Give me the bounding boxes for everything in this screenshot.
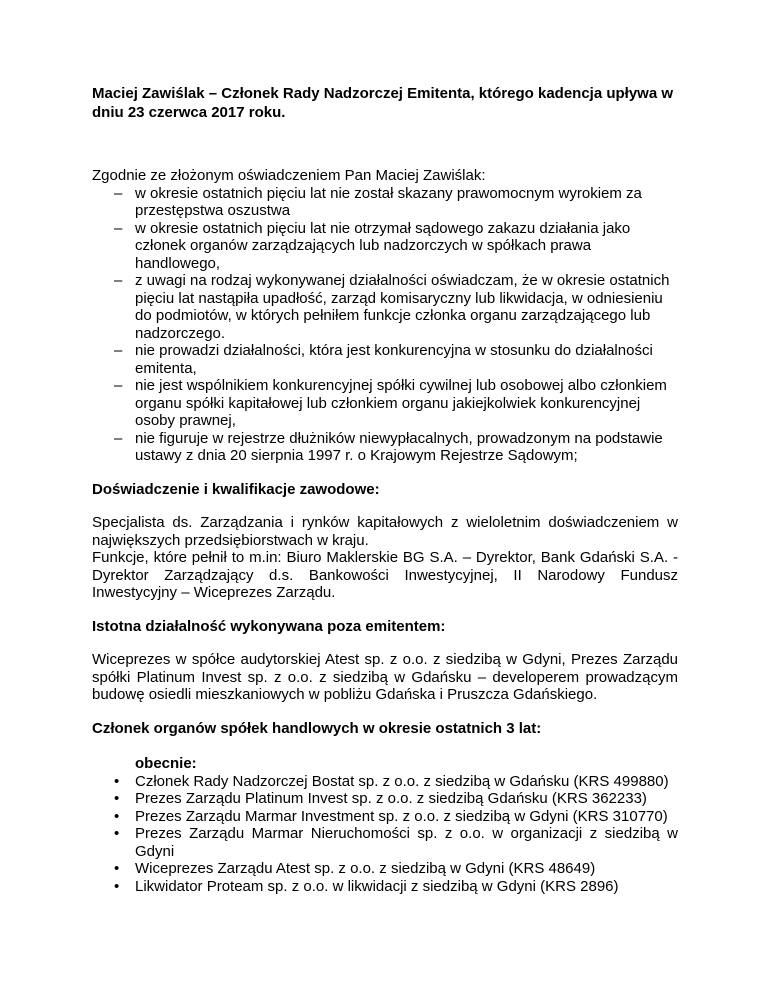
bullet-marker: • [114,790,120,807]
declaration-text: nie jest wspólnikiem konkurencyjnej spółki cywilnej lub osobowej albo członkiem organu spółki kapitałowej lub członkiem organu jakiejkolwiek konkurencyjnej osoby prawnej, [135,377,667,429]
dash-marker: – [114,219,123,237]
declaration-text: w okresie ostatnich pięciu lat nie został skazany prawomocnym wyrokiem za przestępstwa oszustwa [135,184,642,219]
member-text: Wiceprezes Zarządu Atest sp. z o.o. z siedzibą w Gdyni (KRS 48649) [135,860,596,877]
dash-marker: – [114,272,123,289]
declarations-list [92,185,678,465]
member-text: Prezes Zarządu Marmar Nieruchomości sp. z o.o. w organizacji z siedzibą w Gdyni [135,825,678,860]
members-subheading: obecnie: [135,755,197,772]
list-item [92,220,678,273]
list-item [92,790,678,808]
list-item [92,272,678,342]
experience-body [92,514,678,602]
members-list [92,773,678,896]
member-text: Prezes Zarządu Platinum Invest sp. z o.o. z siedzibą Gdańsku (KRS 362233) [135,790,647,807]
experience-heading: Doświadczenie i kwalifikacje zawodowe: [92,480,380,498]
activity-heading: Istotna działalność wykonywana poza emitentem: [92,617,446,635]
member-text: Członek Rady Nadzorczej Bostat sp. z o.o. z siedzibą w Gdańsku (KRS 499880) [135,772,669,790]
bullet-marker: • [114,772,120,790]
list-item [92,878,678,896]
declaration-text: z uwagi na rodzaj wykonywanej działalności oświadczam, że w okresie ostatnich pięciu lat nastąpiła upadłość, zarząd komisaryczny lub likwidacja, w odniesieniu do podmiotów, w których pełniłem funkcje członka organu zarządzającego lub nadzorczego. [135,272,670,342]
activity-body: Wiceprezes w spółce audytorskiej Atest sp. z o.o. z siedzibą w Gdyni, Prezes Zarządu spółki Platinum Invest sp. z o.o. z siedzibą w Gdańsku – developerem prowadzącym budowę osiedli mieszkaniowych w pobliżu Gdańska i Pruszcza Gdańskiego. [92,651,678,703]
list-item [92,430,678,465]
dash-marker: – [114,342,123,359]
list-item [92,860,678,878]
members-heading: Członek organów spółek handlowych w okresie ostatnich 3 lat: [92,719,542,737]
experience-text: Specjalista ds. Zarządzania i rynków kapitałowych z wieloletnim doświadczeniem w największych przedsiębiorstwach w kraju. [92,514,678,549]
bullet-marker: • [114,807,120,825]
declaration-text: nie prowadzi działalności, która jest konkurencyjna w stosunku do działalności emitenta, [135,342,653,377]
document-title: Maciej Zawiślak – Członek Rady Nadzorczej Emitenta, którego kadencja upływa w dniu 23 czerwca 2017 roku. [92,85,674,121]
list-item [92,825,678,860]
dash-marker: – [114,429,123,447]
member-text: Prezes Zarządu Marmar Investment sp. z o.o. z siedzibą w Gdyni (KRS 310770) [135,807,668,825]
dash-marker: – [114,377,123,394]
dash-marker: – [114,184,123,202]
intro-text: Zgodnie ze złożonym oświadczeniem Pan Maciej Zawiślak: [92,167,486,184]
document-page [92,84,678,895]
member-text: Likwidator Proteam sp. z o.o. w likwidacji z siedzibą w Gdyni (KRS 2896) [135,877,619,895]
list-item [92,342,678,377]
list-item [92,773,678,791]
list-item [92,377,678,430]
list-item [92,185,678,220]
bullet-marker: • [114,877,120,895]
experience-functions-text: Funkcje, które pełnił to m.in: Biuro Maklerskie BG S.A. – Dyrektor, Bank Gdański S.A. - Dyrektor Zarządzający d.s. Bankowości Inwestycyjnej, II Narodowy Fundusz Inwestycyjny – Wiceprezes Zarządu. [92,549,678,601]
list-item [92,808,678,826]
bullet-marker: • [114,825,120,842]
declaration-text: nie figuruje w rejestrze dłużników niewypłacalnych, prowadzonym na podstawie ustawy z dnia 20 sierpnia 1997 r. o Krajowym Rejestrze Sądowym; [135,429,663,464]
bullet-marker: • [114,860,120,877]
declaration-text: w okresie ostatnich pięciu lat nie otrzymał sądowego zakazu działania jako członek organów zarządzających lub nadzorczych w spółkach prawa handlowego, [135,219,631,272]
